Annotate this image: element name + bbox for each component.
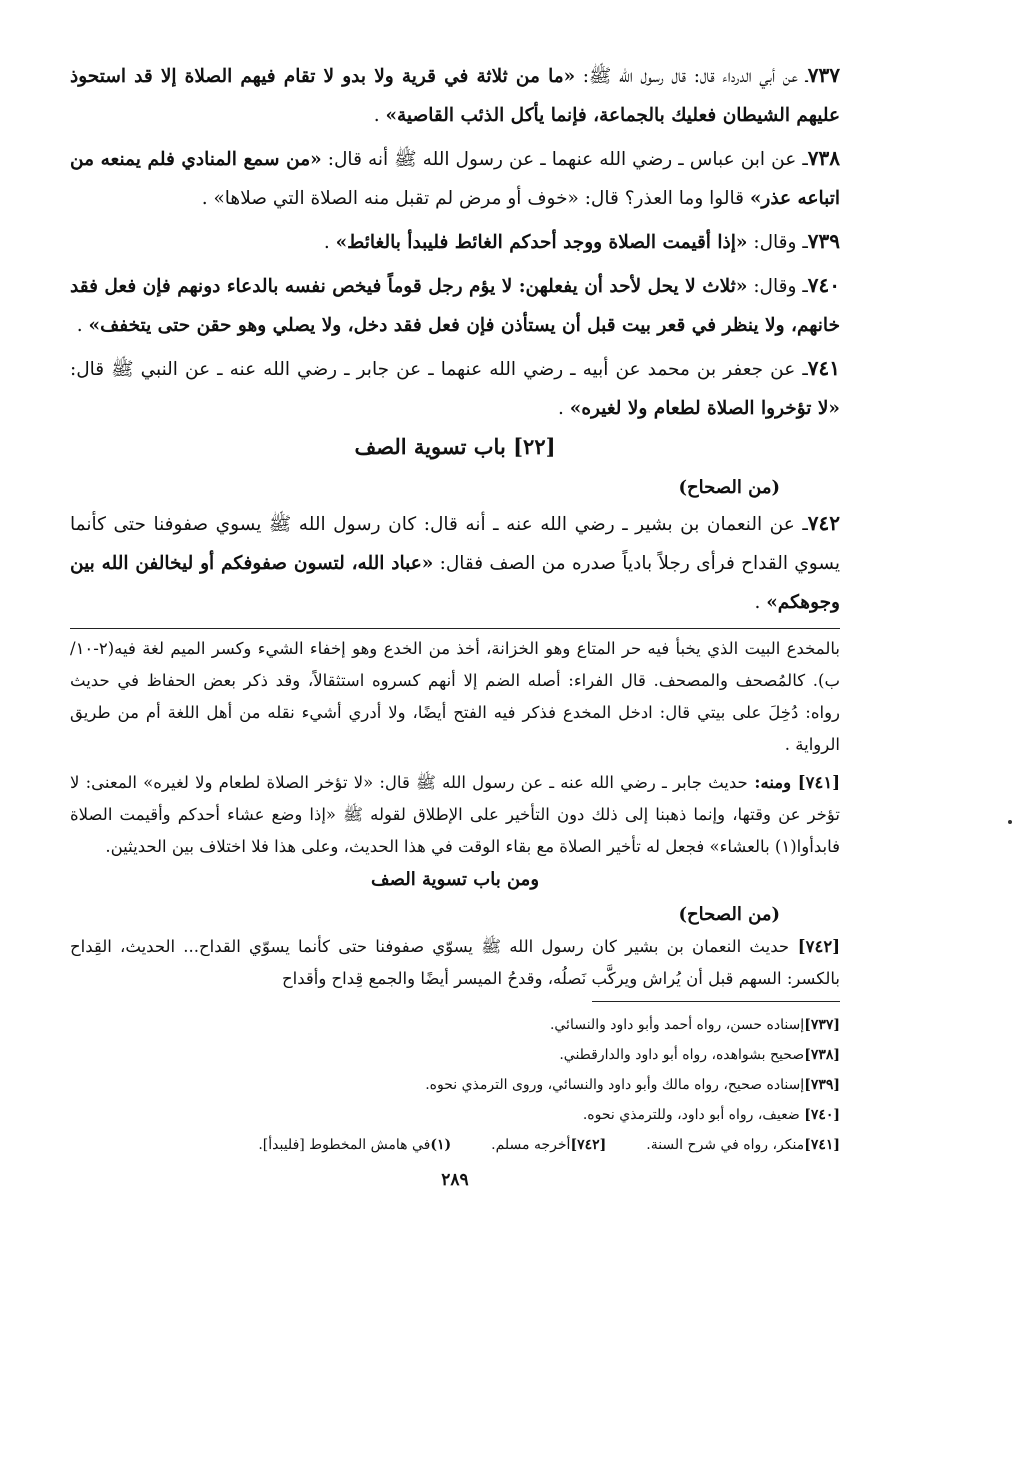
hadith-number: ٧٤٠: [807, 273, 840, 297]
footnote-row: [70, 1010, 840, 1040]
commentary-paragraph: [70, 633, 840, 761]
hadith-number: ٧٣٨: [807, 146, 840, 170]
chapter-title: [٢٢] باب تسوية الصف: [354, 434, 556, 459]
commentary-paragraph: [70, 767, 840, 863]
commentary-chapter-title: ومن باب تسوية الصف: [370, 869, 540, 890]
scan-speck: [1008, 820, 1012, 824]
footnote-row: [70, 1070, 840, 1100]
commentary-divider: [70, 628, 840, 629]
hadith-paragraph: ٧٣٨ـ عن ابن عباس ـ رضي الله عنهما ـ عن رسول الله ﷺ أنه قال: «من سمع المنادي فلم يمنعه من اتباعه عذر» قالوا وما العذر؟ قال: «خوف أو مرض لم تقبل منه الصلاة التي صلاها» .: [70, 146, 840, 209]
commentary-lead: [٧٤١] ومنه:: [747, 773, 840, 792]
footnote-text: ضعيف، رواه أبو داود، وللترمذي نحوه.: [582, 1107, 805, 1123]
footnote-ref: [٧٣٧]: [804, 1017, 840, 1033]
footnote-row: [70, 1040, 840, 1070]
footnote-row: [70, 1100, 840, 1130]
commentary-text: حديث النعمان بن بشير كان رسول الله ﷺ يسوّي صفوفنا حتى كأنما يسوّي القداح... الحديث، القِداح بالكسر: السهم قبل أن يُراش ويركَّب نَصلُه، وقدحُ الميسر أيضًا والجمع قِداح وأقداح: [70, 937, 840, 988]
hadith-tail: .: [323, 232, 336, 253]
hadith-text: عن النعمان بن بشير ـ رضي الله عنه ـ أنه قال: كان رسول الله ﷺ يسوي صفوفنا حتى كأنما يسوي القداح فرأى رجلاً بادياً صدره من الصف فقال:: [70, 514, 840, 574]
footnote-ref: [٧٤٠]: [804, 1107, 840, 1123]
footnote-ref: [٧٤١]: [804, 1137, 840, 1153]
commentary-list: [70, 931, 840, 995]
hadith-quote: «من سمع المنادي فلم يمنعه من اتباعه عذر»: [70, 149, 840, 209]
footnote: [559, 1040, 840, 1070]
footnote: [550, 1010, 840, 1040]
hadith-paragraph: ٧٣٧ـ عن أبي الدرداء قال: قال رسول الله ﷺ: «ما من ثلاثة في قرية ولا بدو لا تقام فيهم الصلاة إلا قد استحوذ عليهم الشيطان فعليك بالجماعة، فإنما يأكل الذئب القاصية» .: [70, 63, 840, 126]
commentary-text: حديث جابر ـ رضي الله عنه ـ عن رسول الله ﷺ قال: «لا تؤخر الصلاة لطعام ولا لغيره» المعنى: لا تؤخر عن وقتها، وإنما ذهبنا إلى ذلك دون التأخير على الإطلاق لقوله ﷺ «إذا وضع عشاء أحدكم وأقيمت الصلاة فابدأوا(١) بالعشاء» فجعل له تأخير الصلاة مع بقاء الوقت في هذا الحديث، وعلى هذا فلا اختلاف بين الحديثين.: [70, 773, 840, 856]
footnote-text: صحيح بشواهده، رواه أبو داود والدارقطني.: [559, 1047, 805, 1063]
hadith-tail: .: [373, 105, 386, 126]
hadith-paragraph: ٧٤٢ـ عن النعمان بن بشير ـ رضي الله عنه ـ أنه قال: كان رسول الله ﷺ يسوي صفوفنا حتى كأنما يسوي القداح فرأى رجلاً بادياً صدره من الصف فقال: «عباد الله، لتسون صفوفكم أو ليخالفن الله بين وجوهكم» .: [70, 511, 840, 613]
hadith-number: ٧٤٢: [807, 511, 840, 535]
footnote: [491, 1130, 606, 1160]
commentary-list: [70, 633, 840, 863]
commentary-lead: [٧٤٢]: [789, 937, 840, 956]
footnote: [646, 1130, 840, 1160]
hadith-number: ٧٤١: [807, 356, 840, 380]
hadith-quote: «ما من ثلاثة في قرية ولا بدو لا تقام فيهم الصلاة إلا قد استحوذ عليهم الشيطان فعليك بالجماعة، فإنما يأكل الذئب القاصية»: [70, 66, 840, 126]
hadith-text: وقال:: [747, 232, 797, 253]
hadith-text: عن جعفر بن محمد عن أبيه ـ رضي الله عنهما ـ عن جابر ـ رضي الله عنه ـ عن النبي ﷺ قال:: [70, 359, 796, 380]
hadith-number: ٧٣٩: [807, 229, 840, 253]
footnotes: [70, 1010, 840, 1160]
hadith-quote: «ثلاث لا يحل لأحد أن يفعلهن: لا يؤم رجل قوماً فيخص نفسه بالدعاء دونهم فإن فعل فقد خانهم، ولا ينظر في قعر بيت قبل أن يستأذن فإن فعل فقد دخل، ولا يصلي وهو حقن حتى يتخفف»: [70, 276, 840, 336]
footnote: [425, 1070, 840, 1100]
footnote-text: إسناده صحيح، رواه مالك وأبو داود والنسائي، وروى الترمذي نحوه.: [425, 1077, 805, 1093]
hadith-text: عن أبي الدرداء قال: قال رسول الله ﷺ:: [575, 66, 798, 87]
hadith-tail: .: [76, 315, 89, 336]
footnote-text: أخرجه مسلم.: [491, 1137, 571, 1153]
hadith-number: ٧٣٧: [807, 63, 840, 87]
hadith-paragraph: ٧٣٩ـ وقال: «إذا أقيمت الصلاة ووجد أحدكم الغائط فليبدأ بالغائط» .: [323, 229, 840, 253]
hadith-quote: «عباد الله، لتسون صفوفكم أو ليخالفن الله بين وجوهكم»: [70, 553, 840, 613]
hadith-list: [70, 504, 840, 622]
footnote: [258, 1130, 451, 1160]
hadith-text: وقال:: [747, 276, 797, 297]
page-number: ٢٨٩: [441, 1170, 469, 1190]
commentary-paragraph: [70, 931, 840, 995]
commentary-text: بالمخدع البيت الذي يخبأ فيه حر المتاع وهو الخزانة، أخذ من الخدع وهو إخفاء الشيء وكسر الميم لغة فيه(٢-١٠/ب). كالمُصحف والمصحف. قال الفراء: أصله الضم إلا أنهم كسروه استثقالاً، وقد ذكر بعض الحفاظ في حديث رواه: دُخِلَ على بيتي قال: ادخل المخدع فذكر فيه الفتح أيضًا، ولا أدري أشيء نقله من أهل اللغة أم من طريق الرواية .: [70, 639, 840, 754]
hadith-quote: «لا تؤخروا الصلاة لطعام ولا لغيره»: [569, 398, 840, 419]
footnote-ref: (١): [430, 1137, 452, 1153]
hadith-list: [70, 56, 840, 428]
hadith-tail: .: [754, 592, 767, 613]
footnote-ref: [٧٤٢]: [570, 1137, 607, 1153]
footnote-divider: [592, 1001, 840, 1002]
footnote-ref: [٧٣٩]: [804, 1077, 840, 1093]
hadith-tail: قالوا وما العذر؟ قال: «خوف أو مرض لم تقبل منه الصلاة التي صلاها» .: [201, 188, 750, 209]
footnote-text: في هامش المخطوط [فليبدأ].: [258, 1137, 431, 1153]
hadith-text: عن ابن عباس ـ رضي الله عنهما ـ عن رسول الله ﷺ أنه قال:: [321, 149, 797, 170]
footnote-row: [70, 1130, 840, 1160]
hadith-tail: .: [558, 398, 570, 419]
footnote-text: منكر، رواه في شرح السنة.: [646, 1137, 805, 1153]
section-label: (من الصحاح): [678, 477, 780, 498]
commentary-section-label: (من الصحاح): [678, 904, 780, 925]
footnote-ref: [٧٣٨]: [804, 1047, 840, 1063]
footnote: [583, 1100, 840, 1130]
hadith-quote: «إذا أقيمت الصلاة ووجد أحدكم الغائط فليبدأ بالغائط»: [335, 232, 748, 253]
document-page: [70, 56, 840, 1190]
footnote-text: إسناده حسن، رواه أحمد وأبو داود والنسائي.: [549, 1017, 805, 1033]
hadith-paragraph: ٧٤١ـ عن جعفر بن محمد عن أبيه ـ رضي الله عنهما ـ عن جابر ـ رضي الله عنه ـ عن النبي ﷺ قال: «لا تؤخروا الصلاة لطعام ولا لغيره» .: [70, 356, 840, 419]
hadith-paragraph: ٧٤٠ـ وقال: «ثلاث لا يحل لأحد أن يفعلهن: لا يؤم رجل قوماً فيخص نفسه بالدعاء دونهم فإن فعل فقد خانهم، ولا ينظر في قعر بيت قبل أن يستأذن فإن فعل فقد دخل، ولا يصلي وهو حقن حتى يتخفف» .: [70, 273, 840, 336]
